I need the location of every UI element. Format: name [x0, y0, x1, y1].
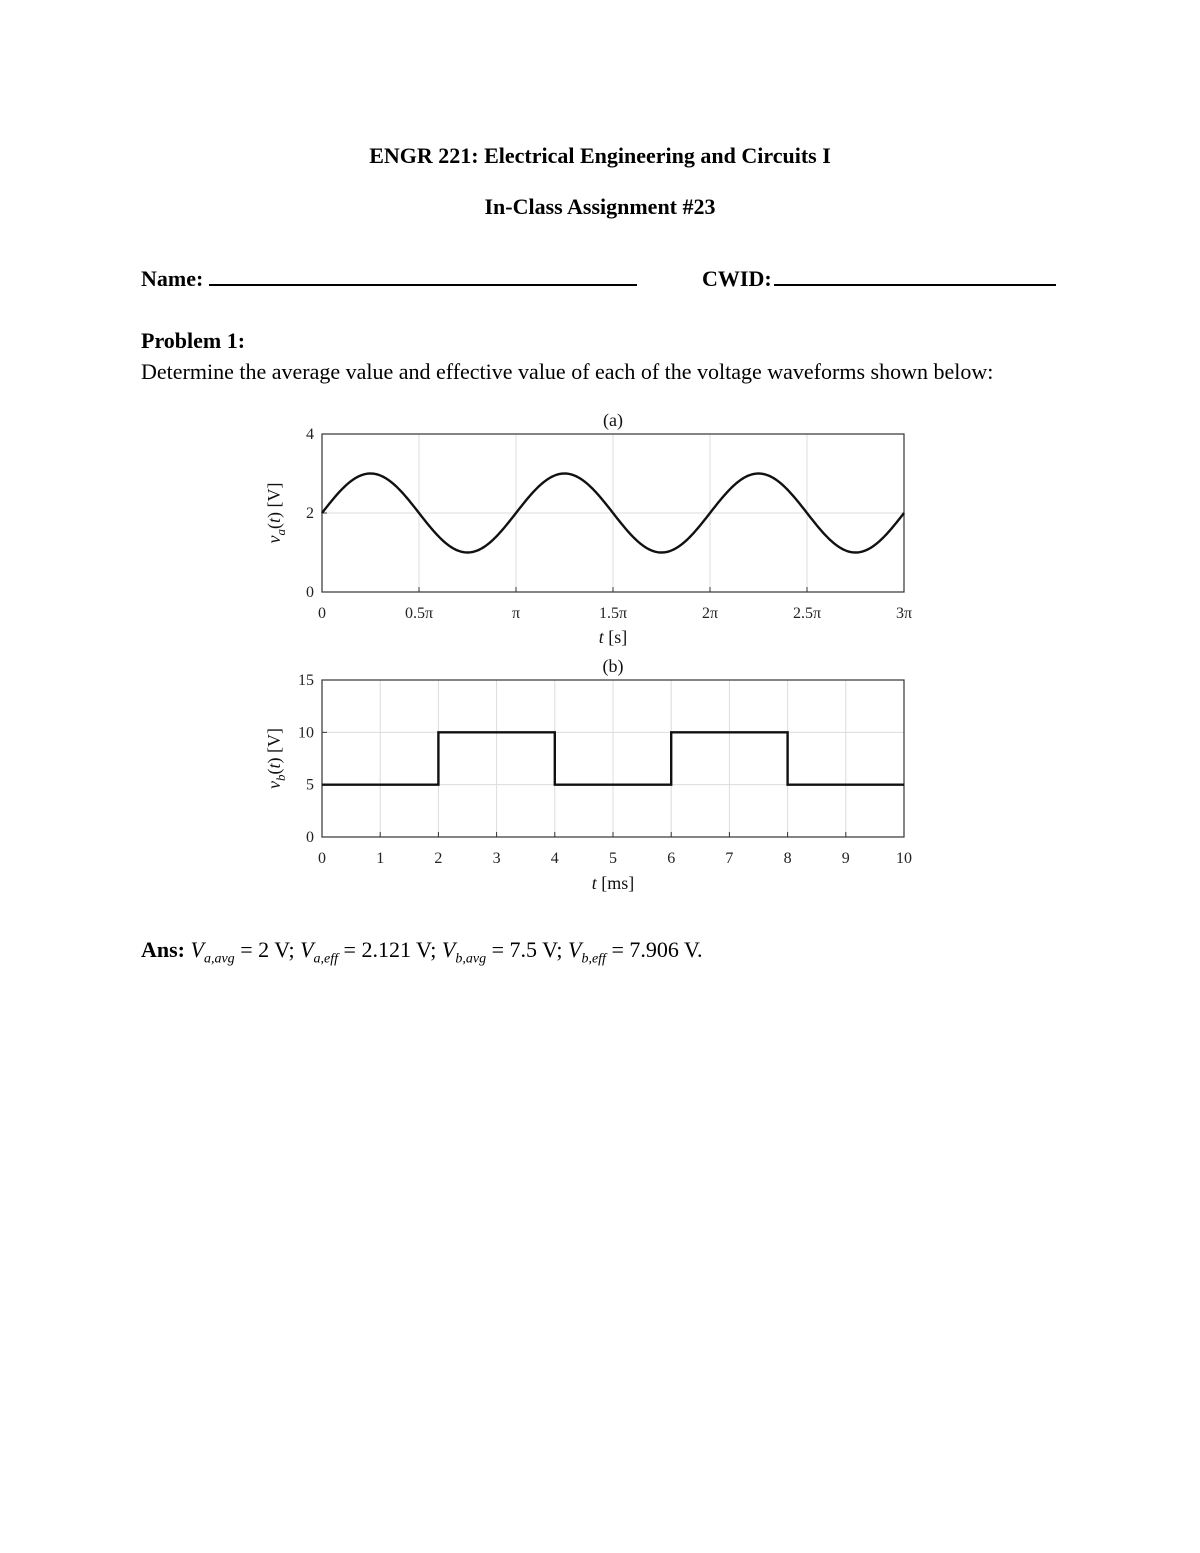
chart-b	[264, 656, 912, 893]
x-tick-label: 6	[667, 850, 676, 867]
waveform-figure	[240, 400, 940, 900]
x-tick-label: 0	[318, 605, 326, 622]
chart-title: (a)	[603, 410, 623, 430]
chart-a	[264, 410, 912, 647]
va-eff-symbol: $V_{a,eff}$	[300, 937, 339, 967]
chart-title: (b)	[602, 656, 624, 676]
x-tick-label: 7	[725, 850, 734, 867]
vb-avg-value: = 7.5 V;	[486, 937, 568, 962]
answer-line	[141, 937, 703, 967]
answer-label: Ans:	[141, 937, 186, 962]
cwid-field	[702, 266, 1056, 292]
x-axis-label: t [s]	[598, 627, 628, 647]
x-tick-label: π	[511, 605, 521, 622]
x-tick-label: 5	[609, 850, 617, 867]
y-tick-label: 10	[298, 724, 314, 742]
y-tick-label: 4	[306, 426, 314, 443]
name-field	[141, 266, 637, 292]
name-label: Name:	[141, 266, 204, 291]
x-tick-label: 8	[783, 850, 792, 867]
vb-avg-symbol: $V_{b,avg}$	[441, 937, 487, 967]
vb-eff-value: = 7.906 V.	[605, 937, 703, 962]
va-avg-value: = 2 V;	[234, 937, 301, 962]
x-tick-label: 2	[434, 850, 443, 867]
cwid-blank-line[interactable]	[774, 266, 1056, 286]
x-tick-label: 9	[841, 850, 850, 867]
x-tick-label: 1	[376, 850, 385, 867]
y-tick-label: 5	[306, 776, 314, 794]
x-tick-label: 0	[318, 850, 326, 867]
course-title: ENGR 221: Electrical Engineering and Circuits I	[369, 143, 831, 168]
cwid-label: CWID:	[702, 266, 772, 291]
va-eff-value: = 2.121 V;	[338, 937, 442, 962]
x-tick-label: 2.5π	[792, 605, 822, 622]
x-axis-label: t [ms]	[591, 873, 635, 893]
problem-heading: Problem 1:	[141, 328, 246, 353]
y-axis-label: $v_a(t)$ [V]	[264, 482, 288, 544]
x-tick-label: 4	[550, 850, 559, 867]
problem-text: Determine the average value and effective value of each of the voltage waveforms shown below:	[141, 359, 994, 384]
x-tick-label: 10	[896, 850, 912, 867]
x-tick-label: 0.5π	[404, 605, 434, 622]
x-tick-label: 3	[492, 850, 501, 867]
x-tick-label: 3π	[895, 605, 913, 622]
vb-eff-symbol: $V_{b,eff}$	[567, 937, 606, 967]
x-tick-label: 2π	[701, 605, 719, 622]
y-tick-label: 0	[306, 829, 314, 846]
y-tick-label: 0	[306, 584, 314, 601]
y-axis-label: $v_b(t)$ [V]	[264, 728, 288, 789]
y-tick-label: 2	[306, 505, 314, 522]
assignment-title: In-Class Assignment #23	[484, 194, 716, 219]
y-tick-label: 15	[298, 672, 314, 689]
va-avg-symbol: $V_{a,avg}$	[190, 937, 235, 967]
x-tick-label: 1.5π	[598, 605, 628, 622]
name-blank-line[interactable]	[209, 266, 637, 286]
